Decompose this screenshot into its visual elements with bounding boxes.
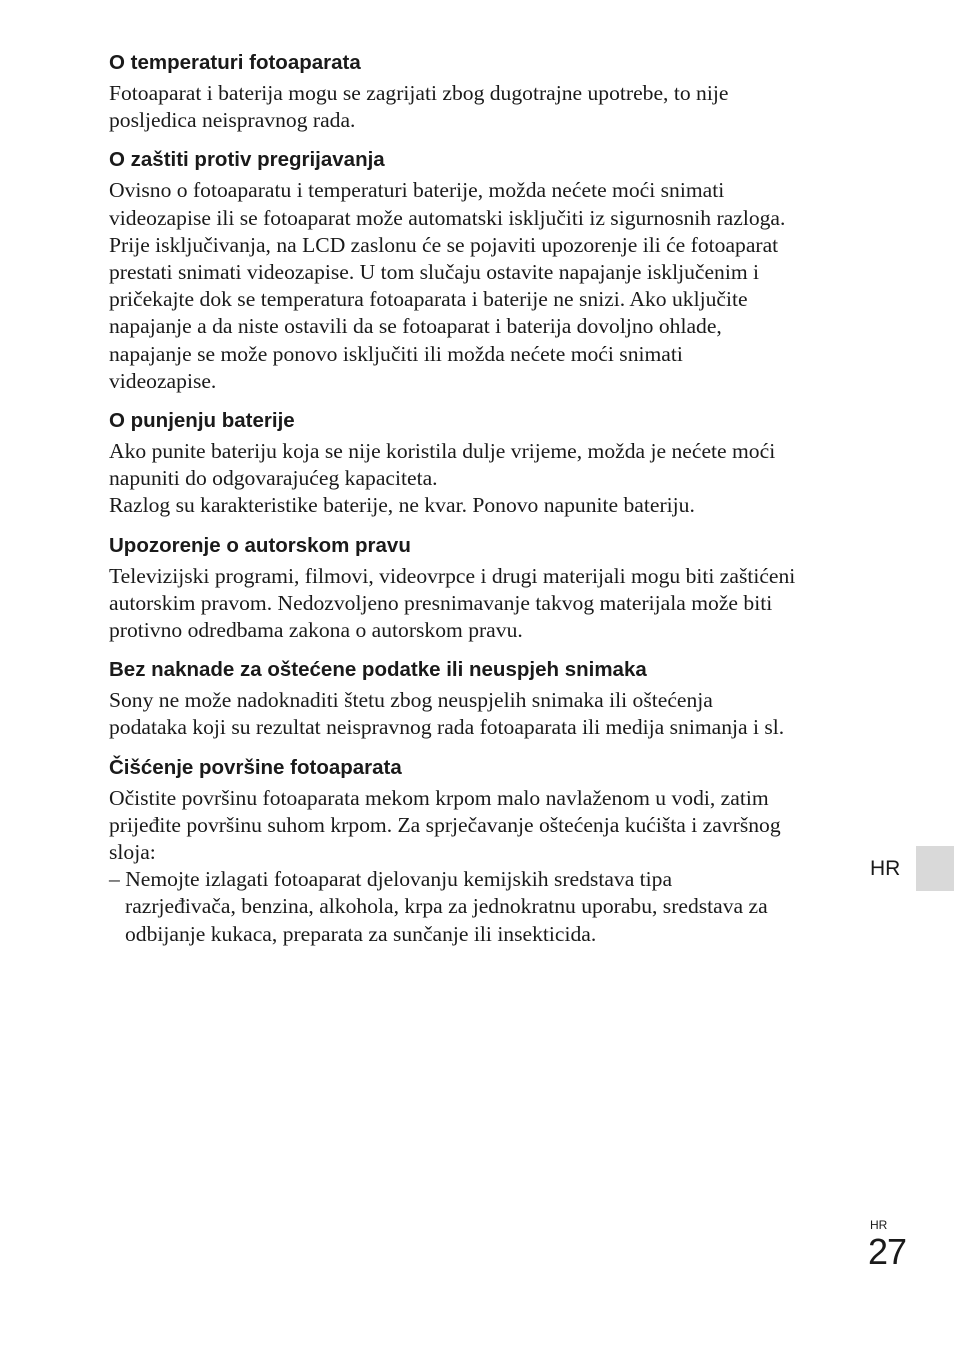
section-paragraph: Televizijski programi, filmovi, videovrpce i drugi materijali mogu biti zaštićeni autorskim pravom. Nedozvoljeno presnimavanje takvog materijala može biti protivno odredbama zakona o autorskom pravu. — [109, 563, 796, 643]
section-no-compensation — [109, 657, 869, 741]
section-paragraph: Sony ne može nadoknaditi štetu zbog neuspjelih snimaka ili oštećenja podataka koji su rezultat neispravnog rada fotoaparata ili medija snimanja i sl. — [109, 688, 785, 740]
section-paragraph: Ako punite bateriju koja se nije koristila dulje vrijeme, možda je nećete moći napuniti do odgovarajućeg kapaciteta. Razlog su karakteristike baterije, ne kvar. Ponovo napunite bateriju. — [109, 439, 776, 518]
section-paragraph: Ovisno o fotoaparatu i temperaturi baterije, možda nećete moći snimati videozapise ili se fotoaparat može automatski isključiti iz sigurnosnih razloga. Prije isključivanja, na LCD zaslonu će se pojaviti upozorenje ili će fotoaparat prestati snimati videozapise. U tom slučaju ostavite napajanje isključenim i pričekajte dok se temperatura fotoaparata i baterije ne snizi. Ako uključite napajanje a da niste ostavili da se fotoaparat i baterija dovoljno ohlade, napajanje se može ponovo isključiti ili možda nećete moći snimati videozapise. — [109, 178, 786, 393]
section-heading: Bez naknade za oštećene podatke ili neuspjeh snimaka — [109, 658, 647, 682]
page-number: 27 — [868, 1231, 907, 1272]
section-heading: O zaštiti protiv pregrijavanja — [109, 148, 385, 172]
footer-language-code: HR — [870, 1218, 888, 1232]
bullet-item: – Nemojte izlagati fotoaparat djelovanju kemijskih sredstava tipa razrjeđivača, benzina, alkohola, krpa za jednokratnu uporabu, sredstava za odbijanje kukaca, preparata za sunčanje ili insekticida. — [109, 867, 768, 946]
section-heading: O punjenju baterije — [109, 409, 295, 433]
section-overheating-protection — [109, 147, 869, 395]
section-heading: Čišćenje površine fotoaparata — [109, 755, 402, 779]
section-heading: O temperaturi fotoaparata — [109, 51, 361, 74]
section-copyright-warning — [109, 533, 869, 645]
section-camera-temperature — [109, 50, 869, 134]
section-battery-charging — [109, 408, 869, 520]
section-paragraph: Fotoaparat i baterija mogu se zagrijati zbog dugotrajne upotrebe, to nije posljedica neispravnog rada. — [109, 81, 729, 133]
section-cleaning — [109, 755, 869, 948]
section-paragraph: Očistite površinu fotoaparata mekom krpom malo navlaženom u vodi, zatim prijeđite površinu suhom krpom. Za sprječavanje oštećenja kućišta i završnog sloja: — [109, 785, 781, 865]
language-side-tab — [916, 846, 954, 891]
page-content — [109, 50, 869, 948]
section-heading: Upozorenje o autorskom pravu — [109, 533, 411, 557]
side-tab-label: HR — [870, 857, 901, 880]
